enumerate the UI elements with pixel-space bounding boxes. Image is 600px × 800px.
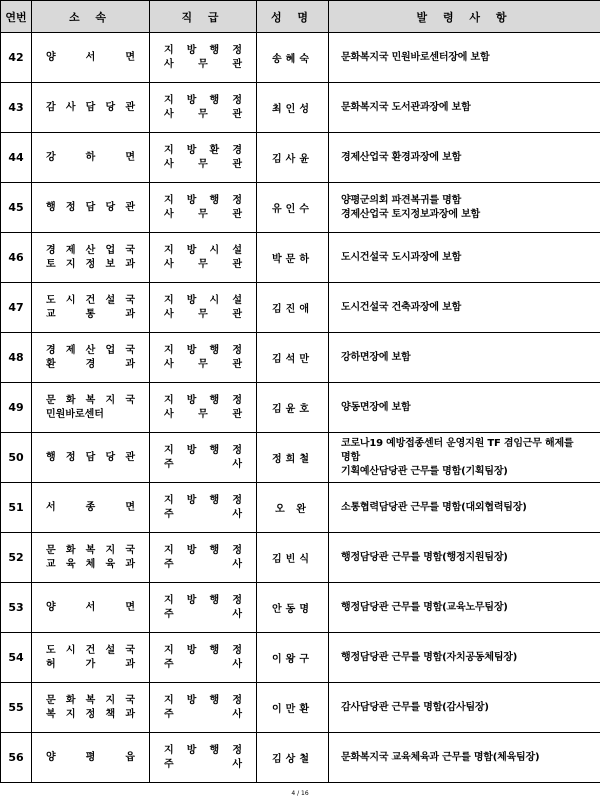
table-row bbox=[1, 483, 600, 533]
person-name: 김빈식 bbox=[257, 533, 329, 583]
rank-cell-line: 주 사 bbox=[164, 458, 242, 470]
rank-cell-line: 주 사 bbox=[164, 708, 242, 720]
organization-cell bbox=[32, 333, 150, 383]
organization-cell bbox=[32, 133, 150, 183]
organization-cell-line: 경 제 산 업 국 bbox=[46, 344, 135, 356]
rank-cell-line: 사 무 관 bbox=[164, 258, 242, 270]
table-row bbox=[1, 583, 600, 633]
appointment-cell bbox=[329, 133, 600, 183]
appointment-cell-line: 감사담당관 근무를 명함(감사팀장) bbox=[341, 701, 489, 713]
organization-cell-line: 도 시 건 설 국 bbox=[46, 644, 135, 656]
table-row bbox=[1, 433, 600, 483]
organization-cell-line: 교 통 과 bbox=[46, 308, 135, 320]
row-number: 56 bbox=[1, 733, 32, 783]
row-number: 54 bbox=[1, 633, 32, 683]
organization-cell-line: 감 사 담 당 관 bbox=[46, 101, 135, 113]
rank-cell-line: 지 방 행 정 bbox=[164, 644, 242, 656]
rank-cell-line: 지 방 행 정 bbox=[164, 344, 242, 356]
rank-cell bbox=[150, 483, 257, 533]
page-number: 4 / 16 bbox=[291, 790, 309, 797]
organization-cell bbox=[32, 383, 150, 433]
row-number: 44 bbox=[1, 133, 32, 183]
rank-cell-line: 지 방 행 정 bbox=[164, 444, 242, 456]
row-number: 55 bbox=[1, 683, 32, 733]
rank-cell-line: 사 무 관 bbox=[164, 158, 242, 170]
appointment-cell-line: 소통협력담당관 근무를 명함(대외협력팀장) bbox=[341, 501, 527, 513]
rank-cell-line: 지 방 행 정 bbox=[164, 194, 242, 206]
person-name: 김석만 bbox=[257, 333, 329, 383]
rank-cell bbox=[150, 533, 257, 583]
rank-cell-line: 주 사 bbox=[164, 608, 242, 620]
rank-cell bbox=[150, 383, 257, 433]
appointment-cell-line: 명함 bbox=[341, 451, 360, 463]
organization-cell-line: 토 지 정 보 과 bbox=[46, 258, 135, 270]
person-name: 이만환 bbox=[257, 683, 329, 733]
organization-cell bbox=[32, 83, 150, 133]
appointment-cell bbox=[329, 383, 600, 433]
rank-cell bbox=[150, 133, 257, 183]
appointment-cell-line: 문화복지국 도서관과장에 보함 bbox=[341, 101, 471, 113]
header-name: 성 명 bbox=[257, 1, 329, 33]
person-name: 유인수 bbox=[257, 183, 329, 233]
organization-cell-line: 도 시 건 설 국 bbox=[46, 294, 135, 306]
organization-cell-line: 환 경 과 bbox=[46, 358, 135, 370]
row-number: 48 bbox=[1, 333, 32, 383]
organization-cell-line: 허 가 과 bbox=[46, 658, 135, 670]
appointment-cell bbox=[329, 533, 600, 583]
person-name: 김진애 bbox=[257, 283, 329, 333]
person-name: 박문하 bbox=[257, 233, 329, 283]
person-name: 김사윤 bbox=[257, 133, 329, 183]
rank-cell-line: 사 무 관 bbox=[164, 408, 242, 420]
appointment-cell bbox=[329, 333, 600, 383]
row-number: 51 bbox=[1, 483, 32, 533]
organization-cell-line: 경 제 산 업 국 bbox=[46, 244, 135, 256]
header-organization: 소 속 bbox=[32, 1, 150, 33]
table-row bbox=[1, 133, 600, 183]
organization-cell bbox=[32, 33, 150, 83]
appointment-cell-line: 행정담당관 근무를 명함(자치공동체팀장) bbox=[341, 651, 518, 663]
rank-cell bbox=[150, 583, 257, 633]
rank-cell-line: 주 사 bbox=[164, 658, 242, 670]
row-number: 42 bbox=[1, 33, 32, 83]
person-name: 김상철 bbox=[257, 733, 329, 783]
rank-cell bbox=[150, 283, 257, 333]
organization-cell-line: 문 화 복 지 국 bbox=[46, 544, 135, 556]
row-number: 45 bbox=[1, 183, 32, 233]
rank-cell bbox=[150, 683, 257, 733]
rank-cell-line: 사 무 관 bbox=[164, 108, 242, 120]
appointment-cell-line: 코로나19 예방접종센터 운영지원 TF 겸임근무 해제를 bbox=[341, 437, 574, 449]
row-number: 52 bbox=[1, 533, 32, 583]
appointment-cell bbox=[329, 433, 600, 483]
table-row bbox=[1, 183, 600, 233]
rank-cell-line: 지 방 행 정 bbox=[164, 394, 242, 406]
rank-cell-line: 지 방 행 정 bbox=[164, 744, 242, 756]
appointment-cell bbox=[329, 583, 600, 633]
rank-cell-line: 사 무 관 bbox=[164, 358, 242, 370]
rank-cell bbox=[150, 183, 257, 233]
organization-cell-line: 강 하 면 bbox=[46, 151, 135, 163]
rank-cell bbox=[150, 83, 257, 133]
rank-cell-line: 주 사 bbox=[164, 558, 242, 570]
appointment-cell-line: 문화복지국 교육체육과 근무를 명함(체육팀장) bbox=[341, 751, 540, 763]
appointment-cell bbox=[329, 733, 600, 783]
rank-cell-line: 사 무 관 bbox=[164, 308, 242, 320]
table-body bbox=[1, 33, 600, 783]
rank-cell bbox=[150, 733, 257, 783]
rank-cell bbox=[150, 33, 257, 83]
rank-cell-line: 지 방 행 정 bbox=[164, 44, 242, 56]
header-number: 연번 bbox=[1, 1, 32, 33]
organization-cell-line: 복 지 정 책 과 bbox=[46, 708, 135, 720]
rank-cell-line: 주 사 bbox=[164, 508, 242, 520]
rank-cell-line: 지 방 시 설 bbox=[164, 294, 242, 306]
person-name: 이왕구 bbox=[257, 633, 329, 683]
organization-cell bbox=[32, 483, 150, 533]
table-row bbox=[1, 33, 600, 83]
appointment-cell-line: 도시건설국 도시과장에 보함 bbox=[341, 251, 462, 263]
organization-cell-line: 민원바로센터 bbox=[46, 408, 104, 420]
row-number: 49 bbox=[1, 383, 32, 433]
appointment-cell-line: 양동면장에 보함 bbox=[341, 401, 411, 413]
table-row bbox=[1, 383, 600, 433]
appointment-cell-line: 행정담당관 근무를 명함(교육노무팀장) bbox=[341, 601, 508, 613]
appointment-cell bbox=[329, 233, 600, 283]
table-row bbox=[1, 733, 600, 783]
rank-cell-line: 지 방 행 정 bbox=[164, 694, 242, 706]
table-header-row bbox=[1, 1, 600, 33]
row-number: 46 bbox=[1, 233, 32, 283]
organization-cell-line: 양 서 면 bbox=[46, 601, 135, 613]
organization-cell bbox=[32, 733, 150, 783]
organization-cell-line: 교 육 체 육 과 bbox=[46, 558, 135, 570]
person-name: 김윤호 bbox=[257, 383, 329, 433]
organization-cell-line: 문 화 복 지 국 bbox=[46, 394, 135, 406]
appointment-cell-line: 양평군의회 파견복귀를 명함 bbox=[341, 194, 462, 206]
appointment-cell bbox=[329, 283, 600, 333]
table-row bbox=[1, 83, 600, 133]
row-number: 47 bbox=[1, 283, 32, 333]
rank-cell bbox=[150, 233, 257, 283]
appointment-cell bbox=[329, 83, 600, 133]
appointment-cell-line: 문화복지국 민원바로센터장에 보함 bbox=[341, 51, 490, 63]
rank-cell bbox=[150, 433, 257, 483]
header-appointment: 발 령 사 항 bbox=[329, 1, 600, 33]
organization-cell-line: 문 화 복 지 국 bbox=[46, 694, 135, 706]
table-row bbox=[1, 333, 600, 383]
appointment-cell-line: 경제산업국 토지정보과장에 보함 bbox=[341, 208, 481, 220]
appointment-cell-line: 행정담당관 근무를 명함(행정지원팀장) bbox=[341, 551, 508, 563]
rank-cell-line: 지 방 행 정 bbox=[164, 594, 242, 606]
organization-cell-line: 행 정 담 당 관 bbox=[46, 201, 135, 213]
organization-cell bbox=[32, 683, 150, 733]
table-row bbox=[1, 233, 600, 283]
person-name: 송혜숙 bbox=[257, 33, 329, 83]
organization-cell bbox=[32, 433, 150, 483]
rank-cell-line: 사 무 관 bbox=[164, 208, 242, 220]
row-number: 43 bbox=[1, 83, 32, 133]
appointment-cell bbox=[329, 633, 600, 683]
appointment-cell-line: 기획예산담당관 근무를 명함(기획팀장) bbox=[341, 465, 508, 477]
appointment-cell-line: 강하면장에 보함 bbox=[341, 351, 411, 363]
organization-cell bbox=[32, 233, 150, 283]
organization-cell bbox=[32, 283, 150, 333]
appointment-cell bbox=[329, 683, 600, 733]
organization-cell bbox=[32, 633, 150, 683]
table-row bbox=[1, 633, 600, 683]
rank-cell-line: 지 방 행 정 bbox=[164, 544, 242, 556]
person-name: 최인성 bbox=[257, 83, 329, 133]
appointment-cell-line: 도시건설국 건축과장에 보함 bbox=[341, 301, 462, 313]
row-number: 50 bbox=[1, 433, 32, 483]
table-row bbox=[1, 283, 600, 333]
rank-cell-line: 지 방 행 정 bbox=[164, 94, 242, 106]
organization-cell bbox=[32, 533, 150, 583]
organization-cell bbox=[32, 183, 150, 233]
appointment-cell bbox=[329, 183, 600, 233]
header-rank: 직 급 bbox=[150, 1, 257, 33]
rank-cell bbox=[150, 333, 257, 383]
organization-cell-line: 서 종 면 bbox=[46, 501, 135, 513]
organization-cell-line: 양 서 면 bbox=[46, 51, 135, 63]
person-name: 안동명 bbox=[257, 583, 329, 633]
appointment-cell bbox=[329, 33, 600, 83]
organization-cell-line: 양 평 읍 bbox=[46, 751, 135, 763]
organization-cell-line: 행 정 담 당 관 bbox=[46, 451, 135, 463]
rank-cell-line: 주 사 bbox=[164, 758, 242, 770]
person-name: 정희철 bbox=[257, 433, 329, 483]
rank-cell bbox=[150, 633, 257, 683]
appointment-cell-line: 경제산업국 환경과장에 보함 bbox=[341, 151, 462, 163]
rank-cell-line: 지 방 시 설 bbox=[164, 244, 242, 256]
table-row bbox=[1, 683, 600, 733]
row-number: 53 bbox=[1, 583, 32, 633]
rank-cell-line: 사 무 관 bbox=[164, 58, 242, 70]
appointment-cell bbox=[329, 483, 600, 533]
rank-cell-line: 지 방 환 경 bbox=[164, 144, 242, 156]
organization-cell bbox=[32, 583, 150, 633]
person-name: 오 완 bbox=[257, 483, 329, 533]
rank-cell-line: 지 방 행 정 bbox=[164, 494, 242, 506]
table-row bbox=[1, 533, 600, 583]
